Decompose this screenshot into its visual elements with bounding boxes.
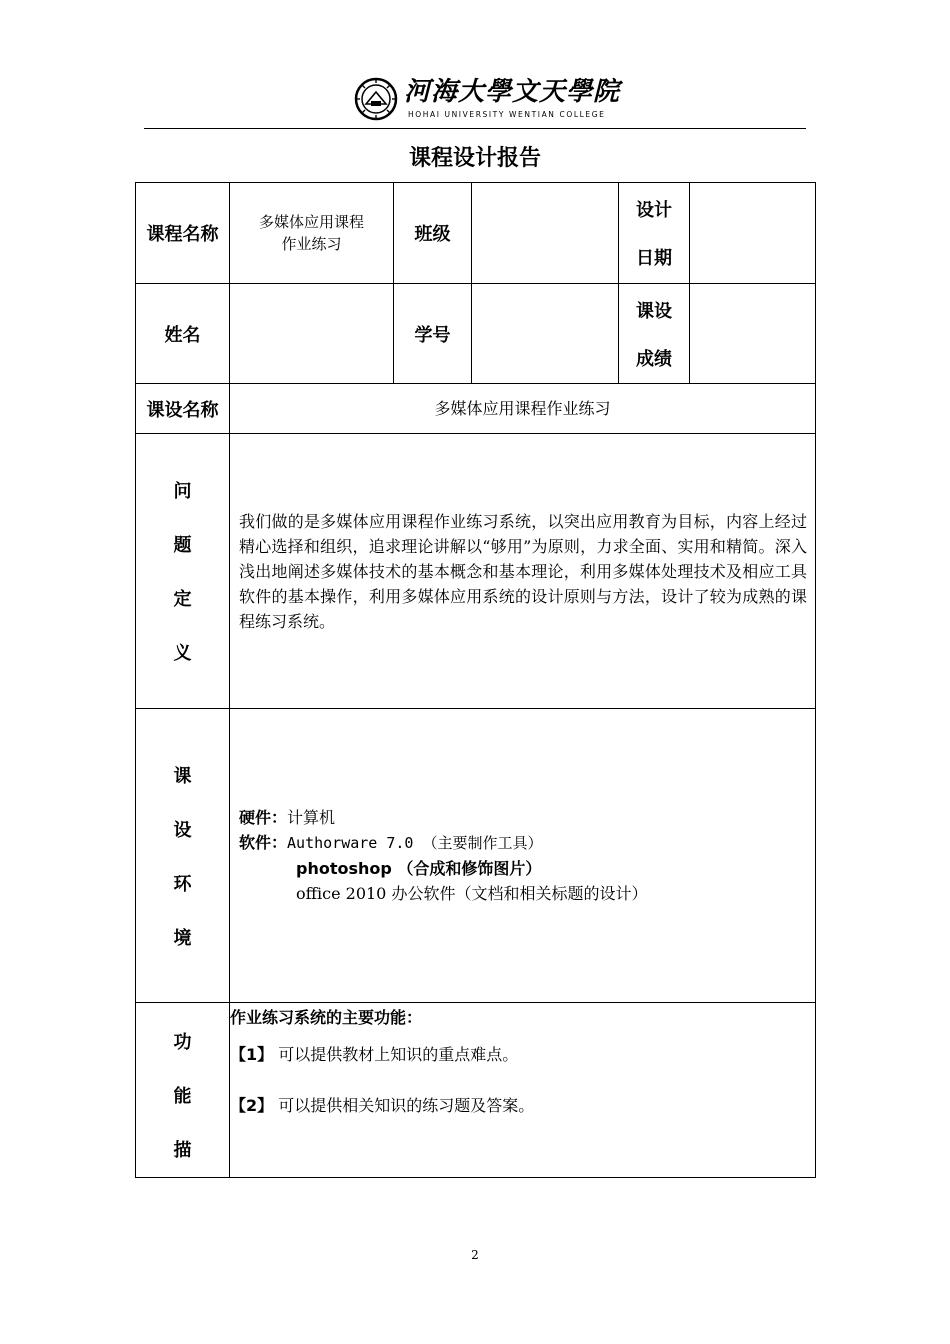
functions-label-char-2: 能 [173, 1086, 192, 1107]
software-photoshop: photoshop （合成和修饰图片） [296, 859, 542, 878]
document-title: 课程设计报告 [408, 146, 541, 171]
hardware-line [239, 805, 807, 830]
course-name-label: 课程名称 [136, 183, 230, 284]
software-label: 软件： [239, 833, 288, 852]
environment-content [230, 805, 815, 906]
functions-label-char-1: 功 [173, 1032, 192, 1053]
function-item-marker: 【1】 [230, 1045, 274, 1064]
functions-heading: 作业练习系统的主要功能： [230, 1008, 423, 1027]
student-id-label: 学号 [394, 284, 472, 384]
hardware-label: 硬件： [239, 808, 288, 827]
college-logo-english: HOHAI UNIVERSITY WENTIAN COLLEGE [408, 110, 606, 119]
problem-definition-cell [230, 434, 816, 709]
page-header [0, 70, 950, 126]
environment-label-char-1: 课 [173, 765, 192, 787]
problem-label-char-3: 定 [173, 589, 192, 610]
environment-label-char-3: 环 [173, 873, 192, 895]
function-item [230, 1093, 815, 1118]
row-student-info [136, 284, 816, 384]
row-course-info [136, 183, 816, 284]
functions-label [136, 1003, 230, 1178]
design-date-label-line-1: 设计 [636, 200, 672, 221]
problem-label-char-2: 题 [173, 535, 192, 556]
course-name-text: 多媒体应用课程作业练习 [258, 213, 364, 253]
function-item [230, 1042, 815, 1067]
problem-label-char-4: 义 [173, 643, 192, 664]
report-table [135, 182, 816, 1178]
functions-cell [230, 1003, 816, 1178]
project-name-value: 多媒体应用课程作业练习 [230, 384, 816, 434]
name-value [230, 284, 394, 384]
row-problem-definition [136, 434, 816, 709]
function-item-marker: 【2】 [230, 1096, 274, 1115]
problem-label-char-1: 问 [173, 481, 192, 502]
problem-definition-text: 我们做的是多媒体应用课程作业练习系统，以突出应用教育为目标，内容上经过精心选择和组织，追求理论讲解以“够用”为原则，力求全面、实用和精简。深入浅出地阐述多媒体技术的基本概念和基本理论，利用多媒体处理技术及相应工具软件的基本操作，利用多媒体应用系统的设计原则与方法，设计了较为成熟的课程练习系统。 [239, 511, 807, 631]
design-date-label [619, 183, 690, 284]
function-item-text: 可以提供相关知识的练习题及答案。 [278, 1096, 535, 1115]
header-rule [144, 128, 806, 129]
college-logo-chinese: 河海大學文天學院 [404, 77, 621, 107]
environment-label-char-2: 设 [173, 819, 192, 841]
class-label: 班级 [394, 183, 472, 284]
grade-label-line-2: 成绩 [636, 348, 672, 370]
row-environment [136, 709, 816, 1003]
environment-cell [230, 709, 816, 1003]
name-label: 姓名 [136, 284, 230, 384]
environment-label [136, 709, 230, 1003]
project-name-label: 课设名称 [136, 384, 230, 434]
college-seal-icon [354, 77, 398, 121]
row-functions [136, 1003, 816, 1178]
course-name-value [230, 183, 394, 284]
software-office: office 2010 办公软件（文档和相关标题的设计） [296, 884, 648, 903]
class-value [472, 183, 619, 284]
design-date-value [690, 183, 816, 284]
software-authorware: Authorware 7.0 （主要制作工具） [287, 834, 543, 852]
software-line-2 [239, 856, 807, 881]
student-id-value [472, 284, 619, 384]
grade-label-line-1: 课设 [636, 300, 672, 322]
problem-definition-label [136, 434, 230, 709]
software-line-3 [239, 881, 807, 906]
grade-label [619, 284, 690, 384]
design-date-label-line-2: 日期 [636, 248, 672, 269]
page-number: 2 [471, 1248, 479, 1262]
function-item-text: 可以提供教材上知识的重点难点。 [278, 1045, 519, 1064]
hardware-value: 计算机 [287, 808, 336, 827]
functions-label-char-3: 描 [173, 1140, 192, 1161]
row-project-name [136, 384, 816, 434]
environment-label-char-4: 境 [173, 927, 192, 949]
grade-value [690, 284, 816, 384]
software-line-1 [239, 830, 807, 856]
